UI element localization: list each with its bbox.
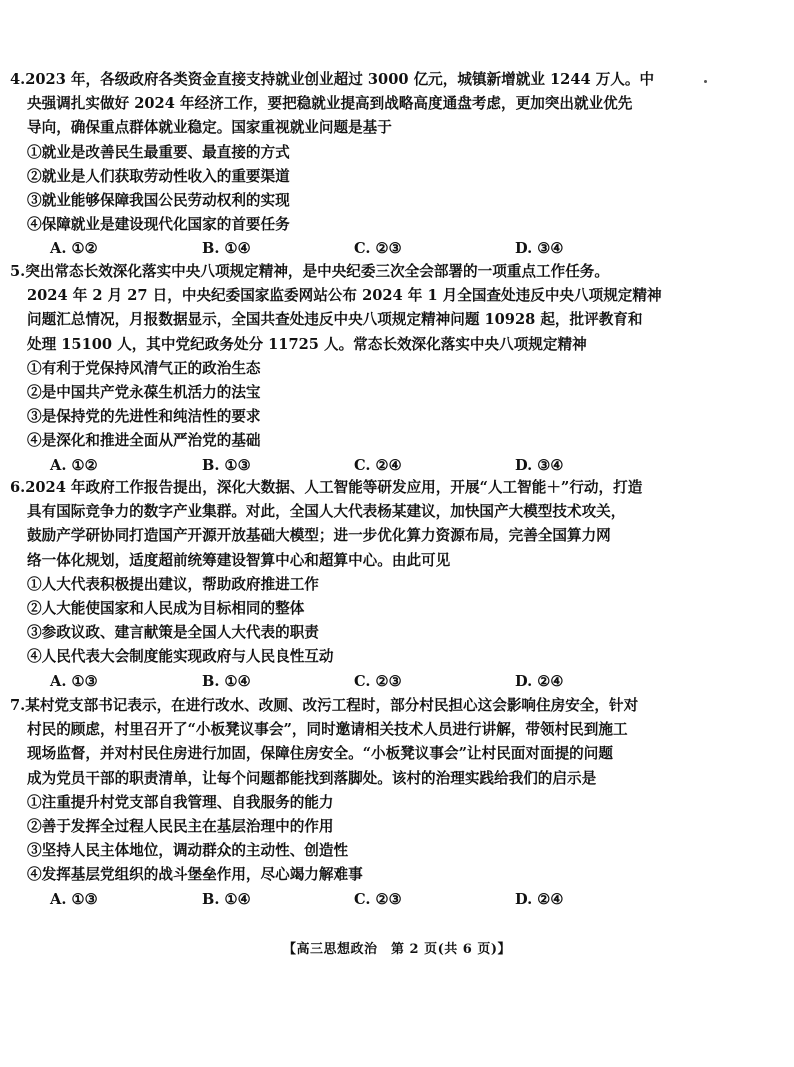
choice-d[interactable]: D. ②④ (515, 672, 564, 690)
answer-choices (10, 888, 780, 912)
question-stem-line: 导向，确保重点群体就业稳定。国家重视就业问题是基于 (27, 119, 392, 137)
statement-3: ③坚持人民主体地位，调动群众的主动性、创造性 (27, 842, 349, 860)
choice-a[interactable]: A. ①② (50, 240, 98, 258)
statement-4: ④保障就业是建设现代化国家的首要任务 (27, 216, 290, 234)
question-stem-line: 6.2024 年政府工作报告提出，深化大数据、人工智能等研发应用，开展“人工智能＋”行动，打造 (10, 479, 643, 496)
choice-d[interactable]: D. ③④ (515, 456, 564, 474)
choice-c[interactable]: C. ②③ (354, 890, 402, 908)
question-stem-line: 鼓励产学研协同打造国产开源开放基础大模型；进一步优化算力资源布局，完善全国算力网 (27, 527, 611, 545)
choice-b[interactable]: B. ①④ (202, 890, 251, 908)
question-stem-line: 4.2023 年，各级政府各类资金直接支持就业创业超过 3000 亿元，城镇新增就业 1244 万人。中 (10, 71, 655, 88)
choice-a[interactable]: A. ①② (50, 456, 98, 474)
statement-1: ①就业是改善民生最重要、最直接的方式 (27, 143, 290, 161)
statement-2: ②就业是人们获取劳动性收入的重要渠道 (27, 167, 290, 185)
question-stem-line: 络一体化规划，适度超前统筹建设智算中心和超算中心。由此可见 (27, 551, 451, 569)
choice-b[interactable]: B. ①④ (202, 672, 251, 690)
question-stem-line: 现场监督，并对村民住房进行加固，保障住房安全。“小板凳议事会”让村民面对面提的问题 (27, 745, 613, 763)
question-stem-line: 村民的顾虑，村里召开了“小板凳议事会”，同时邀请相关技术人员进行讲解，带领村民到施工 (27, 721, 628, 739)
statement-2: ②人大能使国家和人民成为目标相同的整体 (27, 600, 305, 618)
question-stem-line: 处理 15100 人，其中党纪政务处分 11725 人。常态长效深化落实中央八项规定精神 (27, 335, 587, 353)
choice-c[interactable]: C. ②③ (354, 672, 402, 690)
question-stem-line: 成为党员干部的职责清单，让每个问题都能找到落脚处。该村的治理实践给我们的启示是 (27, 769, 597, 787)
answer-choices (10, 237, 780, 261)
statement-1: ①有利于党保持风清气正的政治生态 (27, 359, 261, 377)
question-stem-line: 央强调扎实做好 2024 年经济工作，要把稳就业提高到战略高度通盘考虑，更加突出就业优先 (27, 95, 633, 113)
question-6 (10, 476, 780, 694)
choice-c[interactable]: C. ②③ (354, 240, 402, 258)
statement-3: ③就业能够保障我国公民劳动权利的实现 (27, 192, 290, 210)
statement-2: ②是中国共产党永葆生机活力的法宝 (27, 384, 261, 402)
statement-4: ④人民代表大会制度能实现政府与人民良性互动 (27, 648, 334, 666)
choice-b[interactable]: B. ①③ (202, 456, 251, 474)
statement-4: ④是深化和推进全面从严治党的基础 (27, 432, 261, 450)
choice-c[interactable]: C. ②④ (354, 456, 402, 474)
question-stem-line: 2024 年 2 月 27 日，中央纪委国家监委网站公布 2024 年 1 月全国查处违反中央八项规定精神 (27, 287, 662, 305)
question-stem-line: 具有国际竞争力的数字产业集群。对此，全国人大代表杨某建议，加快国产大模型技术攻关， (27, 503, 626, 521)
choice-a[interactable]: A. ①③ (50, 890, 98, 908)
statement-2: ②善于发挥全过程人民民主在基层治理中的作用 (27, 818, 334, 836)
question-stem-line: 7.某村党支部书记表示，在进行改水、改厕、改污工程时，部分村民担心这会影响住房安全，针对 (10, 697, 639, 714)
statement-3: ③参政议政、建言献策是全国人大代表的职责 (27, 624, 319, 642)
answer-choices (10, 454, 780, 478)
choice-d[interactable]: D. ②④ (515, 890, 564, 908)
question-5 (10, 260, 780, 478)
question-stem-line: 问题汇总情况，月报数据显示，全国共查处违反中央八项规定精神问题 10928 起，批评教育和 (27, 311, 643, 329)
answer-choices (10, 670, 780, 694)
statement-1: ①注重提升村党支部自我管理、自我服务的能力 (27, 793, 334, 811)
page-footer: 【高三思想政治 第 2 页(共 6 页)】 (283, 942, 511, 957)
choice-a[interactable]: A. ①③ (50, 672, 98, 690)
statement-3: ③是保持党的先进性和纯洁性的要求 (27, 408, 261, 426)
statement-1: ①人大代表积极提出建议，帮助政府推进工作 (27, 575, 319, 593)
choice-b[interactable]: B. ①④ (202, 240, 251, 258)
question-7 (10, 694, 780, 912)
question-stem-line: 5.突出常态长效深化落实中央八项规定精神，是中央纪委三次全会部署的一项重点工作任务。 (10, 263, 609, 280)
question-4 (10, 68, 780, 261)
statement-4: ④发挥基层党组织的战斗堡垒作用，尽心竭力解难事 (27, 866, 363, 884)
choice-d[interactable]: D. ③④ (515, 240, 564, 258)
